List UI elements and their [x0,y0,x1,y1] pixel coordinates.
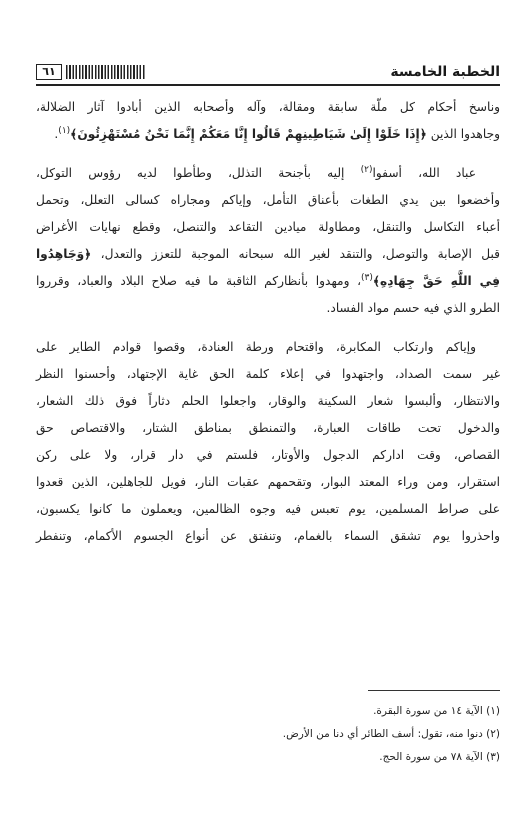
text-line: واحذروا يوم تشقق السماء بالغمام، وتنفتق عن أنواع الجسوم الأكمام، وتنفطر [36,529,500,543]
text-line: وإياكم وارتكاب المكابرة، واقتحام ورطة العنادة، وقصوا قوادم الطاير على [36,340,476,354]
text-line: والدخول تحت طاقات العبارة، والتمنطق بمناطق الشتار، والاقتصاص حق [36,421,500,435]
footnote: (١) الآية ١٤ من سورة البقرة. [373,705,500,717]
text-line: أعباء التكاسل والتنقل، ومطاولة ميادين التقاعد والتنصل، وقطع نهايات الأغراض [36,220,500,234]
body-text [36,94,500,550]
header-hatch-ornament [66,65,146,79]
text-line: والانتظار، وألبسوا شعار السكينة والوقار، واجعلوا الحلم دثاراً فوق ذلك الشعار، [36,394,500,408]
text-line: عباد الله، أسفوا$^{(٢)}$ إليه بأجنحة التذلل، وطأطوا لديه رؤوس التوكل، [36,164,476,180]
text-line: وناسخ أحكام كل ملّة سابقة ومقالة، وآله وأصحابه الذين أبادوا آثار الضلالة، [36,100,500,114]
footnote: (٣) الآية ٧٨ من سورة الحج. [379,751,500,763]
chapter-title: الخطبة الخامسة [390,64,500,80]
footnote-ref: (١) [58,125,71,136]
text-line: على صراط المسلمين، يوم تعبس فيه وجوه الظالمين، ويعملون ما كانوا يكسبون، [36,502,500,516]
text-line: الطرو الذي فيه حسم مواد الفساد. [326,301,500,315]
footnote: (٢) دنوا منه، تقول: أسف الطائر أي دنا من الأرض. [282,728,500,740]
header-rule [36,84,500,86]
text-line: القصاص، وقت اداركم الدجول والأوتار، فلستم في دار قرار، ولا على ركن [36,448,500,462]
footnote-rule [368,690,500,691]
quran-quote: فِي اللَّهِ حَقَّ جِهَادِهِ﴾ [372,274,500,288]
text-line: غير سمت الصداد، واجتهدوا في إعلاء كلمة الحق غاية الإجتهاد، وأحسنوا النظر [36,367,500,381]
text-line: وأخضعوا بين يدي الطغات بأعناق التأمل، وإياكم ومجاراه كسالى التعلل، وتحمل [36,193,500,207]
quran-quote: ﴿إِذَا خَلَوْا إِلَىٰ شَيَاطِينِهِمْ قَالُوا إِنَّا مَعَكُمْ إِنَّمَا نَحْنُ مُسْتَهْزِئُونَ﴾ [70,127,427,141]
footnote-ref: (٢) [360,164,373,175]
text-line: وجاهدوا الذين ﴿إِذَا خَلَوْا إِلَىٰ شَيَاطِينِهِمْ قَالُوا إِنَّا مَعَكُمْ إِنَّمَا نَحْنُ مُسْتَهْزِئُونَ﴾$^{(١)}$. [54,125,500,141]
text-line: قبل الإصابة والتوصل، والتنقد لغير الله سبحانه الموجبة للتعزز والتعدل، ﴿وَجَاهِدُوا [36,247,500,261]
footnotes [200,700,500,769]
text-line: فِي اللَّهِ حَقَّ جِهَادِهِ﴾$^{(٣)}$، ومهدوا بأنظاركم الثاقبة ما فيه صلاح البلاد والعباد، وقرروا [36,272,500,288]
page-header [36,62,500,86]
quran-quote: ﴿وَجَاهِدُوا [36,247,92,261]
text-line: استقرار، ومن وراء المعتد البوار، وتقحمهم عقبات النار، فويل للجاهلين، الذين قعدوا [36,475,500,489]
footnote-ref: (٣) [361,272,373,283]
page-number: ٦١ [36,64,62,80]
